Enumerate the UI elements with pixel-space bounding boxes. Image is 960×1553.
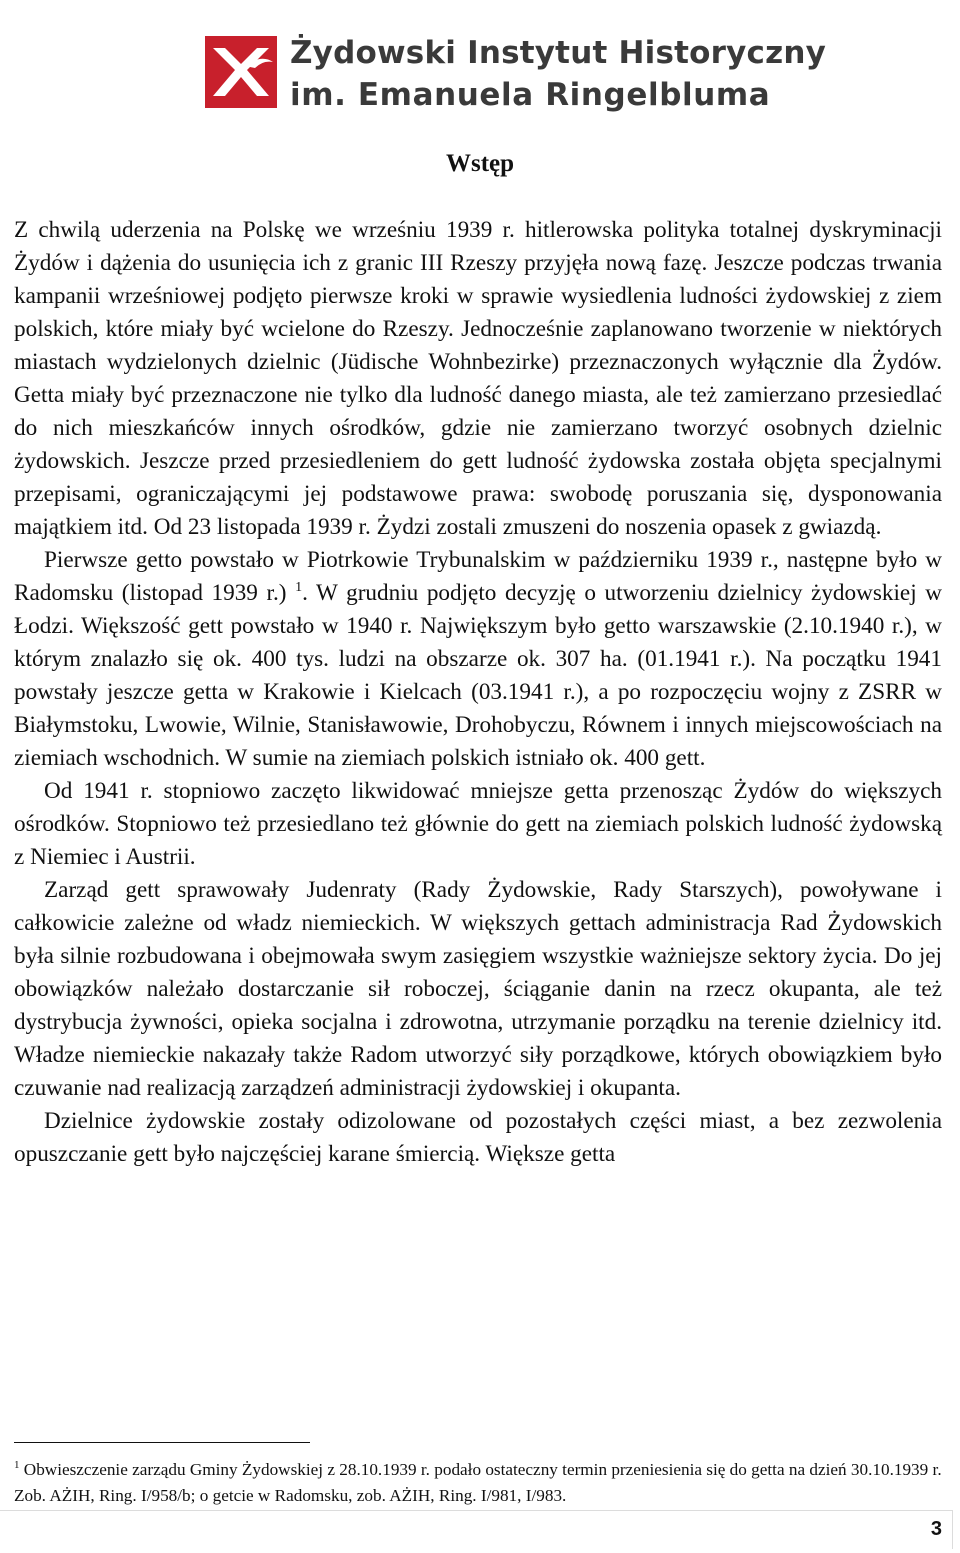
page-number: 3 [930, 1518, 942, 1540]
page-footer [0, 1510, 953, 1549]
paragraph-2 [14, 544, 942, 775]
institute-logo-icon [205, 36, 277, 108]
paragraph-2-text: Pierwsze getto powstało w Piotrkowie Trybunalskim w październiku 1939 r., następne było w Radomsku (listopad 1939 r.) [14, 547, 942, 606]
institute-name: Żydowski Instytut Historyczny [290, 35, 827, 71]
paragraph-2-continuation: . W grudniu podjęto decyzję o utworzeniu dzielnicy żydowskiej w Łodzi. Większość gett powstało w 1940 r. Największym było getto warszawskie (2.10.1940 r.), w którym znalazło się ok. 400 tys. ludzi na obszarze ok. 307 ha. (01.1941 r.). Na początku 1941 powstały jeszcze getta w Krakowie i Kielcach (03.1941 r.), a po rozpoczęciu wojny z ZSRR w Białymstoku, Lwowie, Wilnie, Stanisławowie, Drohobyczu, Równem i innych miejscowościach na ziemiach wschodnich. W sumie na ziemiach polskich istniało ok. 400 gett. [14, 580, 942, 771]
section-title: Wstęp [445, 150, 515, 177]
paragraph-5: Dzielnice żydowskie zostały odizolowane od pozostałych części miast, a bez zezwolenia opuszczanie gett było najczęściej karane śmiercią. Większe getta [14, 1108, 942, 1167]
institute-logo-text [290, 32, 826, 116]
paragraph-3: Od 1941 r. stopniowo zaczęto likwidować mniejsze getta przenosząc Żydów do większych ośrodków. Stopniowo też przesiedlano też głównie do gett na ziemiach polskich ludność żydowską z Niemiec i Austrii. [14, 778, 942, 870]
footnote [14, 1457, 944, 1509]
institute-header [0, 18, 960, 118]
footnote-text: Obwieszczenie zarządu Gminy Żydowskiej z 28.10.1939 r. podało ostateczny termin przeniesienia się do getta na dzień 30.10.1939 r. Zob. AŻIH, Ring. I/958/b; o getcie w Radomsku, zob. AŻIH, Ring. I/981, I/983. [14, 1460, 942, 1505]
footnote-separator [14, 1442, 310, 1443]
paragraph-4: Zarząd gett sprawowały Judenraty (Rady Żydowskie, Rady Starszych), powoływane i całkowicie zależne od władz niemieckich. W większych gettach administracja Rad Żydowskich była silnie rozbudowana i obejmowała swym zasięgiem wszystkie ważniejsze sektory życia. Do jej obowiązków należało dostarczanie sił roboczej, ściąganie danin na rzecz okupanta, ale też dystrybucja żywności, opieka socjalna i zdrowotna, utrzymanie porządku na terenie dzielnicy itd. Władze niemieckie nakazały także Radom utworzyć siły porządkowe, których obowiązkiem było czuwanie nad realizacją zarządzeń administracji żydowskiej i okupanta. [14, 877, 942, 1101]
footnote-reference[interactable]: 1 [295, 580, 303, 595]
paragraph-1: Z chwilą uderzenia na Polskę we wrześniu 1939 r. hitlerowska polityka totalnej dyskryminacji Żydów i dążenia do usunięcia ich z granic III Rzeszy przyjęła nową fazę. Jeszcze podczas trwania kampanii wrześniowej podjęto pierwsze kroki w sprawie wysiedlenia ludności żydowskiej z ziem polskich, które miały być wcielone do Rzeszy. Jednocześnie zaplanowano tworzenie w niektórych miastach wydzielonych dzielnic (Jüdische Wohnbezirke) przeznaczonych wyłącznie dla Żydów. Getta miały być przeznaczone nie tylko dla ludność danego miasta, ale też zamierzano przesiedlać do nich mieszkańców innych ośrodków, gdzie nie zamierzano tworzyć osobnych dzielnic żydowskich. Jeszcze przed przesiedleniem do gett ludność żydowska została objęta specjalnymi przepisami, ograniczającymi jej podstawowe prawa: swobodę poruszania się, dysponowania majątkiem itd. Od 23 listopada 1939 r. Żydzi zostali zmuszeni do noszenia opasek z gwiazdą. [14, 217, 942, 540]
institute-subtitle: im. Emanuela Ringelbluma [290, 77, 771, 113]
body-text [14, 214, 942, 1171]
footnote-number: 1 [14, 1459, 20, 1471]
